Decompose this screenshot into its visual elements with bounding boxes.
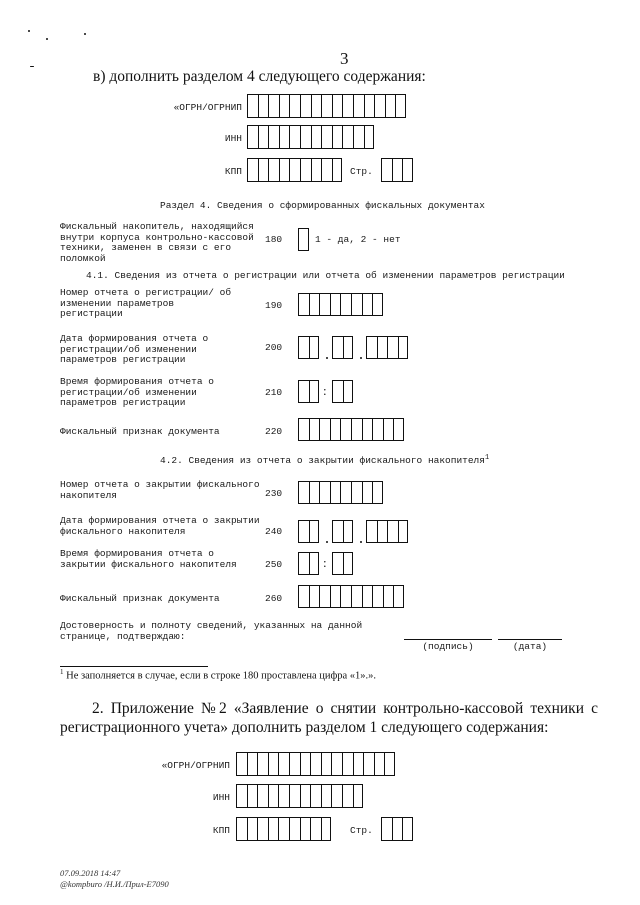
kpp-boxes[interactable] [247, 158, 342, 182]
row-250-code: 250 [265, 559, 283, 570]
kpp-label: КПП [224, 166, 242, 177]
inn-label-bottom: ИНН [212, 792, 230, 803]
row-200-label: Дата формирования отчета о регистрации/об изменении параметров регистрации [60, 333, 209, 365]
date-separator-dot [326, 357, 328, 359]
row-210-minute-boxes[interactable] [332, 380, 353, 403]
row-200-code: 200 [265, 342, 283, 353]
row-180-hint: 1 - да, 2 - нет [315, 234, 401, 245]
row-180-box[interactable] [298, 228, 309, 251]
row-210-label: Время формирования отчета о регистрации/об изменении параметров регистрации [60, 376, 214, 408]
footnote-mark: 1 [60, 668, 64, 676]
row-250-hour-boxes[interactable] [298, 552, 319, 575]
row-230-label: Номер отчета о закрытии фискального накопителя [60, 479, 260, 501]
ogrn-boxes[interactable] [247, 94, 406, 118]
row-240-code: 240 [265, 526, 283, 537]
kpp-boxes-bottom[interactable] [236, 817, 331, 841]
section-heading: в) дополнить разделом 4 следующего содержания: [93, 68, 426, 85]
scan-speck [46, 38, 48, 40]
time-separator-colon: : [323, 555, 327, 570]
footnote-ref: 1 [484, 454, 490, 462]
row-260-boxes[interactable] [298, 585, 404, 608]
row-190-boxes[interactable] [298, 293, 383, 316]
row-260-label: Фискальный признак документа [60, 593, 220, 604]
scan-speck [28, 30, 30, 32]
inn-boxes-bottom[interactable] [236, 784, 363, 808]
footnote-rule [60, 666, 208, 667]
footnote-text: Не заполняется в случае, если в строке 180 проставлена цифра «1».». [66, 670, 377, 682]
row-250-label: Время формирования отчета о закрытии фискального накопителя [60, 548, 237, 570]
row-220-code: 220 [265, 426, 283, 437]
page-label-bottom: Стр. [350, 825, 373, 836]
row-180-code: 180 [265, 234, 283, 245]
footnote [60, 668, 376, 682]
row-220-boxes[interactable] [298, 418, 404, 441]
subsection-4-2-text: 4.2. Сведения из отчета о закрытии фискального накопителя [160, 455, 485, 467]
row-190-code: 190 [265, 300, 283, 311]
row-180-label: Фискальный накопитель, находящийся внутри корпуса контрольно-кассовой техники, заменен в связи с его поломкой [60, 221, 254, 264]
page-boxes-bottom[interactable] [381, 817, 413, 841]
paragraph-2: 2. Приложение №2 «Заявление о снятии контрольно-кассовой техники с регистрационного учета» дополнить разделом 1 следующего содержания: [60, 700, 598, 736]
row-200-month-boxes[interactable] [332, 336, 353, 359]
scan-speck [84, 33, 86, 35]
row-240-day-boxes[interactable] [298, 520, 319, 543]
row-230-boxes[interactable] [298, 481, 383, 504]
ogrn-label: «ОГРН/ОГРНИП [173, 102, 242, 113]
row-260-code: 260 [265, 593, 283, 604]
inn-boxes[interactable] [247, 125, 374, 149]
row-230-code: 230 [265, 488, 283, 499]
page-label: Стр. [350, 166, 373, 177]
scan-speck [30, 66, 34, 67]
kpp-label-bottom: КПП [212, 825, 230, 836]
section-4-title: Раздел 4. Сведения о сформированных фискальных документах [160, 200, 485, 211]
confirmation-text: Достоверность и полноту сведений, указанных на данной странице, подтверждаю: [60, 620, 363, 642]
time-separator-colon: : [323, 383, 327, 398]
date-caption: (дата) [512, 641, 548, 652]
date-separator-dot [326, 541, 328, 543]
date-separator-dot [360, 357, 362, 359]
print-stamp-user: @kompburo /Н.И./Прил-E7090 [60, 879, 169, 889]
page-boxes[interactable] [381, 158, 413, 182]
row-190-label: Номер отчета о регистрации/ об изменении параметров регистрации [60, 287, 232, 319]
row-210-code: 210 [265, 387, 283, 398]
row-250-minute-boxes[interactable] [332, 552, 353, 575]
row-240-month-boxes[interactable] [332, 520, 353, 543]
ogrn-label-bottom: «ОГРН/ОГРНИП [161, 760, 230, 771]
signature-caption: (подпись) [422, 641, 474, 652]
ogrn-boxes-bottom[interactable] [236, 752, 395, 776]
row-200-year-boxes[interactable] [366, 336, 408, 359]
row-240-label: Дата формирования отчета о закрытии фискального накопителя [60, 515, 260, 537]
date-separator-dot [360, 541, 362, 543]
row-200-day-boxes[interactable] [298, 336, 319, 359]
signature-line[interactable] [404, 639, 492, 640]
row-240-year-boxes[interactable] [366, 520, 408, 543]
inn-label: ИНН [224, 133, 242, 144]
row-220-label: Фискальный признак документа [60, 426, 220, 437]
print-stamp-date: 07.09.2018 14:47 [60, 868, 121, 878]
row-210-hour-boxes[interactable] [298, 380, 319, 403]
subsection-4-1-title: 4.1. Сведения из отчета о регистрации или отчета об изменении параметров регистрации [86, 270, 565, 281]
page-number: 3 [340, 49, 349, 68]
date-line[interactable] [498, 639, 562, 640]
subsection-4-2-title [160, 453, 489, 467]
